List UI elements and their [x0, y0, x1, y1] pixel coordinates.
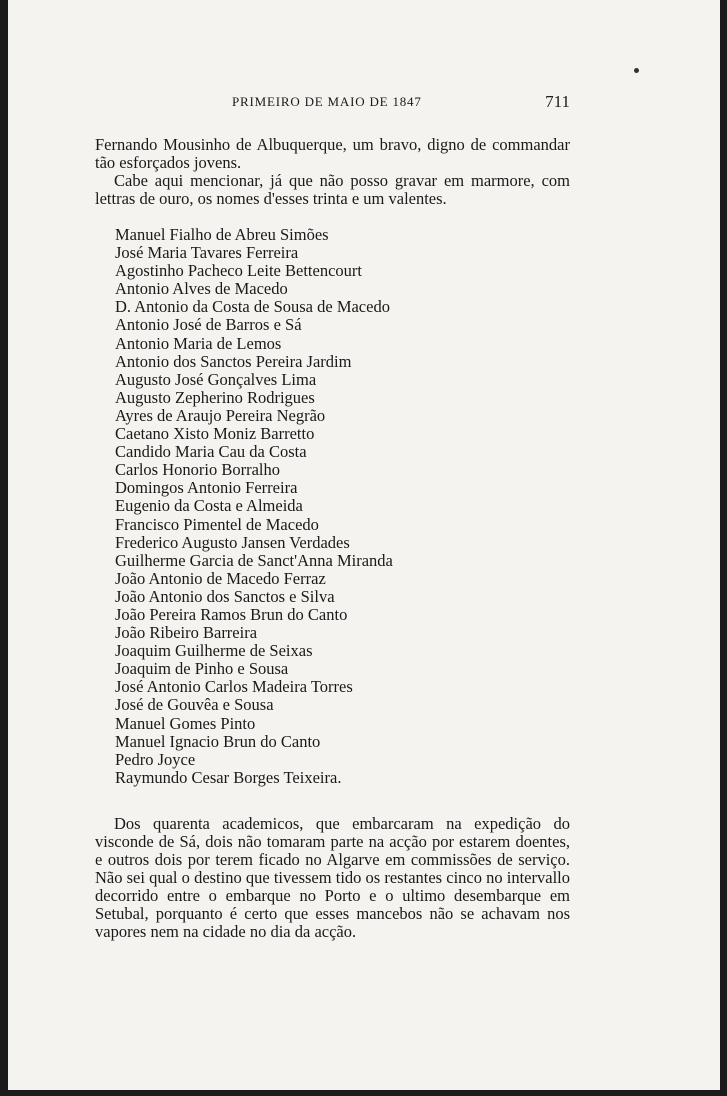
name-list-item: Agostinho Pacheco Leite Bettencourt — [115, 261, 362, 281]
name-list-item: Frederico Augusto Jansen Verdades — [115, 532, 350, 552]
running-title: PRIMEIRO DE MAIO DE 1847 — [232, 94, 422, 109]
name-list-item: João Pereira Ramos Brun do Canto — [115, 604, 348, 624]
name-list-item: Manuel Fialho de Abreu Simões — [115, 225, 329, 244]
name-list-item: Raymundo Cesar Borges Teixeira. — [115, 767, 342, 787]
page-number: 711 — [545, 92, 570, 111]
name-list-item: Manuel Gomes Pinto — [115, 713, 256, 733]
name-list-item: Antonio dos Sanctos Pereira Jardim — [115, 351, 352, 371]
name-list-item: Augusto José Gonçalves Lima — [115, 369, 317, 389]
name-list-item: Joaquim Guilherme de Seixas — [115, 641, 313, 661]
closing-paragraph: Dos quarenta academicos, que embarcaram na expedição do visconde de Sá, dois não tomaram parte na acção por estarem doentes, e outros dois por terem ficado no Algarve em commissões de serviço. Não sei qual o destino que tivessem tido os restantes cinco no intervallo decorrido entre o embarque no Porto e o ultimo desembarque em Setubal, porquanto é certo que esses mancebos não se achavam nos vapores nem na cidade no dia da acção. — [95, 814, 570, 941]
name-list-item: Antonio Maria de Lemos — [115, 333, 282, 353]
name-list-item: Francisco Pimentel de Macedo — [115, 514, 319, 534]
scan-border-bottom — [0, 1090, 727, 1096]
name-list-item: Ayres de Araujo Pereira Negrão — [115, 405, 326, 425]
name-list-item: José Antonio Carlos Madeira Torres — [115, 677, 353, 697]
name-list-item: Antonio José de Barros e Sá — [115, 315, 302, 335]
name-list-item: Guilherme Garcia de Sanct'Anna Miranda — [115, 550, 393, 570]
name-list-item: Candido Maria Cau da Costa — [115, 442, 307, 462]
name-list-item: Pedro Joyce — [115, 749, 196, 769]
name-list-item: João Antonio de Macedo Ferraz — [115, 568, 326, 588]
name-list-item: João Antonio dos Sanctos e Silva — [115, 586, 335, 606]
name-list-item: José Maria Tavares Ferreira — [115, 243, 299, 263]
name-list-item: Domingos Antonio Ferreira — [115, 478, 298, 498]
name-list-item: Antonio Alves de Macedo — [115, 279, 288, 299]
name-list-item: José de Gouvêa e Sousa — [115, 695, 274, 715]
name-list-item: Joaquim de Pinho e Sousa — [115, 659, 289, 679]
name-list-item: Caetano Xisto Moniz Barretto — [115, 424, 315, 444]
name-list-item: Carlos Honorio Borralho — [115, 460, 280, 480]
scan-border-right — [720, 0, 727, 1096]
scan-border-left — [0, 0, 8, 1096]
ink-speck — [634, 68, 639, 73]
names-list — [115, 226, 393, 787]
name-list-item: João Ribeiro Barreira — [115, 623, 258, 643]
name-list-item: Eugenio da Costa e Almeida — [115, 496, 303, 516]
name-list-item: Manuel Ignacio Brun do Canto — [115, 731, 321, 751]
name-list-item: Augusto Zepherino Rodrigues — [115, 387, 315, 407]
name-list-item: D. Antonio da Costa de Sousa de Macedo — [115, 297, 390, 317]
running-header — [232, 92, 570, 112]
continuation-paragraph: Fernando Mousinho de Albuquerque, um bravo, digno de commandar tão esforçados jovens. — [95, 135, 570, 172]
intro-paragraph: Cabe aqui mencionar, já que não posso gravar em marmore, com lettras de ouro, os nomes d'esses trinta e um valentes. — [95, 171, 570, 208]
